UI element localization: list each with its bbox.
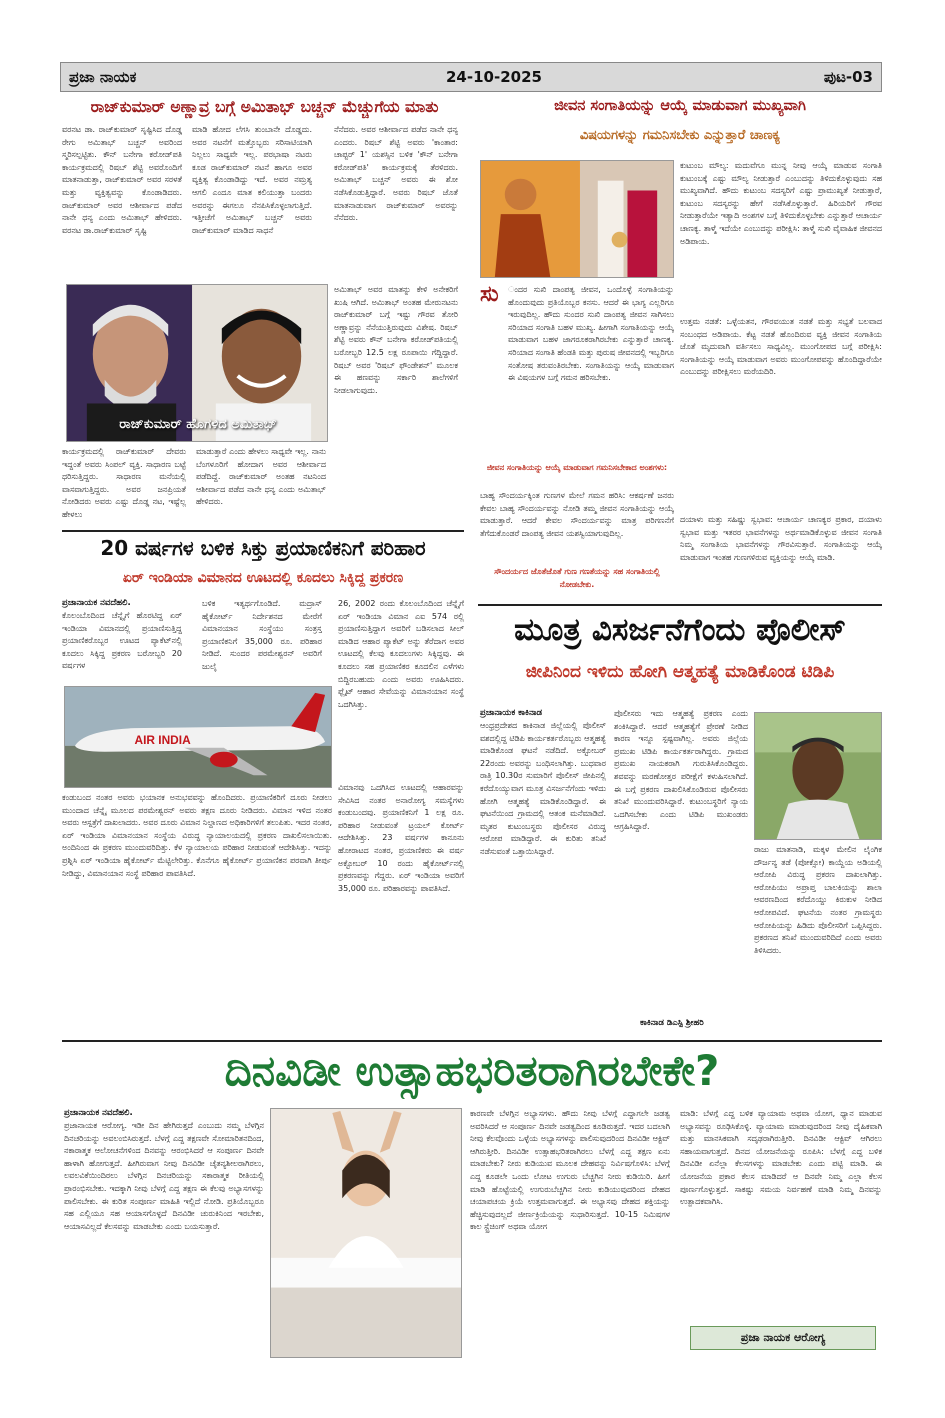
- article2-right-column: [680, 160, 882, 520]
- divider: [62, 530, 464, 532]
- article4-subheadline: ಜೀಪಿನಿಂದ ಇಳಿದು ಹೋಗಿ ಆತ್ಮಹತ್ಯೆ ಮಾಡಿಕೊಂಡ ಟಿಡಿಪಿ: [525, 662, 835, 682]
- victim-photo-art: [755, 713, 881, 839]
- article4-byline: ಪ್ರಜಾನಾಯಕ ಕಾಕಿನಾಡ: [480, 708, 543, 718]
- article2-col-right3: ದಯಾಳು ಮತ್ತು ಸಹಿಷ್ಣು ಸ್ವಭಾವ: ಆಚಾರ್ಯ ಚಾಣಕ್ಯರ ಪ್ರಕಾರ, ದಯಾಳು ಸ್ವಭಾವ ಮತ್ತು ಇತರರ ಭಾವನೆಗಳನ್ನು ಅರ್ಥಮಾಡಿಕೊಳ್ಳುವ ಜೀವನ ಸಂಗಾತಿ ನಿಮ್ಮ ಸಂಗಾತಿಯ ಭಾವನೆಗಳನ್ನು ಗೌರವಿಸುತ್ತಾರೆ. ಸಂಗಾತಿಯನ್ನು ಆಯ್ಕೆ ಮಾಡುವಾಗ ಇಂತಹ ಗುಣಗಳಿರುವ ವ್ಯಕ್ತಿಯನ್ನು ಆಯ್ಕೆ ಮಾಡಿ.: [680, 515, 882, 562]
- amitabh-rajkumar-photo: [66, 284, 328, 442]
- article2-col-left2: ಬಾಹ್ಯ ಸೌಂದರ್ಯಕ್ಕಿಂತ ಗುಣಗಳ ಮೇಲೆ ಗಮನ ಹರಿಸಿ: ಆಕರ್ಷಣೆ ಜನರು ಕೇವಲ ಬಾಹ್ಯ ಸೌಂದರ್ಯವನ್ನು ನೋಡಿ ತಮ್ಮ ಜೀವನ ಸಂಗಾತಿಯನ್ನು ಆಯ್ಕೆ ಮಾಡುತ್ತಾರೆ. ಆದರೆ ಕೇವಲ ಸೌಂದರ್ಯವನ್ನು ಮಾತ್ರ ಪರಿಗಣನೆಗೆ ತೆಗೆದುಕೊಂಡರೆ ದಾಂಪತ್ಯ ಜೀವನ ಯಶಸ್ವಿಯಾಗುವುದಿಲ್ಲ.: [480, 491, 674, 538]
- article1-col1b: ಕಾರ್ಯಕ್ರಮದಲ್ಲಿ ರಾಜ್‌ಕುಮಾರ್ ದೇವರು ಇದ್ದಂತೆ ಅವರು ಸಿಂಪಲ್ ವ್ಯಕ್ತಿ. ಸಾಧಾರಣ ಬಟ್ಟೆ ಧರಿಸುತ್ತಿದ್ದರು. ಸಾಧಾರಣ ಮನೆಯಲ್ಲಿ ವಾಸವಾಗುತ್ತಿದ್ದರು. ಅವರ ಜನಪ್ರಿಯತೆ ನೋಡಿದರು ಅವರು ಎಷ್ಟು ದೊಡ್ಡ ನಟ, ಇಷ್ಟೆಲ್ಲ ಹೇಳಲು: [62, 447, 186, 519]
- article5-col1: ಪ್ರಜಾನಾಯಕ ಆರೋಗ್ಯ. ಇಡೀ ದಿನ ಹೇಗಿರುತ್ತದೆ ಎಂಬುದು ನಮ್ಮ ಬೆಳಗ್ಗಿನ ದಿನಚರಿಯನ್ನು ಅವಲಂಬಿಸಿರುತ್ತದೆ. ಬೆಳಗ್ಗೆ ಎದ್ದ ತಕ್ಷಣವೇ ಸೋಮಾರಿತನದಿಂದ, ನಕಾರಾತ್ಮಕ ಆಲೋಚನೆಗಳಿಂದ ದಿನವನ್ನು ಆರಂಭಿಸಿದರೆ ಆ ಸಂಪೂರ್ಣ ದಿನವೇ ಹಾಳಾಗಿ ಹೋಗುತ್ತದೆ. ಹೀಗಿರುವಾಗ ನೀವು ದಿನವಿಡೀ ಚೈತನ್ಯಶೀಲರಾಗಿರಲು, ಲವಲವಿಕೆಯಿಂದಿರಲು ಬೆಳಗ್ಗಿನ ದಿನಚರಿಯನ್ನು ಸಕಾರಾತ್ಮಕ ರೀತಿಯಲ್ಲಿ ಪ್ರಾರಂಭಿಸಬೇಕು. ಇದಕ್ಕಾಗಿ ನೀವು ಬೆಳಗ್ಗೆ ಎದ್ದ ತಕ್ಷಣ ಈ ಕೆಲವು ಅಭ್ಯಾಸಗಳನ್ನು ಪಾಲಿಸಬೇಕು. ಈ ಕುರಿತ ಸಂಪೂರ್ಣ ಮಾಹಿತಿ ಇಲ್ಲಿದೆ ನೋಡಿ. ಪ್ರತಿಯೊಬ್ಬರೂ ಸಹ ಎಲ್ಲಿಯೂ ಸಹ ಆಯಾಸಗೊಳ್ಳದೆ ದಿನವಿಡೀ ಚುರುಕಿನಿಂದ ಇರಬೇಕು, ಆಯಾಸವಿಲ್ಲದೆ ಕೆಲಸವನ್ನು ಮಾಡಬೇಕು ಎಂದು ಬಯಸುತ್ತಾರೆ.: [64, 1121, 264, 1231]
- article2-col-left: ಂದರ ಸುಖಿ ದಾಂಪತ್ಯ ಜೀವನ, ಒಂದೊಳ್ಳೆ ಸಂಗಾತಿಯನ್ನು ಹೊಂದುವುದು ಪ್ರತಿಯೊಬ್ಬರ ಕನಸು. ಆದರೆ ಈ ಭಾಗ್ಯ ಎಲ್ಲರಿಗೂ ಇರುವುದಿಲ್ಲ. ಹೌದು ಸುಂದರ ಸುಖಿ ದಾಂಪತ್ಯ ಜೀವನ ಸಾಗಿಸಲು ಸರಿಯಾದ ಸಂಗಾತಿ ಬಹಳ ಮುಖ್ಯ. ಹೀಗಾಗಿ ಸಂಗಾತಿಯನ್ನು ಆಯ್ಕೆ ಮಾಡುವಾಗ ಬಹಳ ಜಾಗರೂಕರಾಗಿರಬೇಕು ಎನ್ನುತ್ತಾರೆ ಚಾಣಕ್ಯ. ಸರಿಯಾದ ಸಂಗಾತಿ ಹೆಂಡತಿ ಮತ್ತು ಪುರುಷ ಜೀವನದಲ್ಲಿ ಇಬ್ಬರಿಗೂ ಸಂತೋಷ ತರುವಂತಿರಬೇಕು. ಸಂಗಾತಿಯನ್ನು ಆಯ್ಕೆ ಮಾಡುವಾಗ ಈ ವಿಷಯಗಳ ಬಗ್ಗೆ ಗಮನ ಹರಿಸಬೇಕು.: [508, 285, 674, 383]
- article4-col2: ಪೊಲೀಸರು ಇದು ಆತ್ಮಹತ್ಯೆ ಪ್ರಕರಣ ಎಂದು ಶಂಕಿಸಿದ್ದಾರೆ. ಆದರೆ ಆತ್ಮಹತ್ಯೆಗೆ ಪ್ರೇರಣೆ ನೀಡಿದ ಕಾರಣ ಇನ್ನೂ ಸ್ಪಷ್ಟವಾಗಿಲ್ಲ. ಅವರು ಜಿಲ್ಲೆಯ ಪ್ರಮುಖ ಟಿಡಿಪಿ ಕಾರ್ಯಕರ್ತರಾಗಿದ್ದರು. ಗ್ರಾಮದ ಪ್ರಮುಖ ನಾಯಕರಾಗಿ ಗುರುತಿಸಿಕೊಂಡಿದ್ದರು. ಶವವನ್ನು ಮರಣೋತ್ತರ ಪರೀಕ್ಷೆಗೆ ಕಳುಹಿಸಲಾಗಿದೆ. ಈ ಬಗ್ಗೆ ಪ್ರಕರಣ ದಾಖಲಿಸಿಕೊಂಡಿರುವ ಪೊಲೀಸರು ತನಿಖೆ ಮುಂದುವರಿಸಿದ್ದಾರೆ. ಕುಟುಂಬಸ್ಥರಿಗೆ ನ್ಯಾಯ ಒದಗಿಸಬೇಕು ಎಂದು ಟಿಡಿಪಿ ಮುಖಂಡರು ಆಗ್ರಹಿಸಿದ್ದಾರೆ.: [614, 709, 748, 832]
- article1-col4: ಅಮಿತಾಭ್ ಅವರ ಮಾತನ್ನು ಕೇಳಿ ಅನೇಕರಿಗೆ ಖುಷಿ ಆಗಿದೆ. ಅಮಿತಾಭ್ ಅಂತಹ ಮೇರುನಟನು ರಾಜ್‌ಕುಮಾರ್ ಬಗ್ಗೆ ಇಷ್ಟು ಗೌರವ ತೋರಿ ಅಣ್ಣಾವ್ರನ್ನು ನೆನೆಯುತ್ತಿರುವುದು ವಿಶೇಷ. ರಿಷಬ್ ಶೆಟ್ಟಿ ಅವರು ಕೌನ್ ಬನೇಗಾ ಕರೋಡ್‌ಪತಿಯಲ್ಲಿ ಬರೋಬ್ಬರಿ 12.5 ಲಕ್ಷ ರೂಪಾಯಿ ಗೆದ್ದಿದ್ದಾರೆ. ರಿಷಬ್ ಅವರ 'ರಿಷಬ್ ಫೌಂಡೇಶನ್' ಮೂಲಕ ಈ ಹಣವನ್ನು ಸರ್ಕಾರಿ ಶಾಲೆಗಳಿಗೆ ನೀಡಲಾಗುವುದು.: [334, 285, 458, 395]
- article5-col3: ಮಾಡಿ: ಬೆಳಗ್ಗೆ ಎದ್ದ ಬಳಿಕ ವ್ಯಾಯಾಮ ಅಥವಾ ಯೋಗ, ಧ್ಯಾನ ಮಾಡುವ ಅಭ್ಯಾಸವನ್ನು ರೂಢಿಸಿಕೊಳ್ಳಿ. ವ್ಯಾಯಾಮ ಮಾಡುವುದರಿಂದ ನೀವು ದೈಹಿಕವಾಗಿ ಮತ್ತು ಮಾನಸಿಕವಾಗಿ ಸದೃಢರಾಗಿರುತ್ತೀರಿ. ದಿನವಿಡೀ ಆಕ್ಟಿವ್ ಆಗಿರಲು ಸಹಾಯವಾಗುತ್ತದೆ. ದಿನದ ಯೋಜನೆಯನ್ನು ರೂಪಿಸಿ: ಬೆಳಗ್ಗೆ ಎದ್ದ ಬಳಿಕ ದಿನವಿಡೀ ಏನೆಲ್ಲಾ ಕೆಲಸಗಳನ್ನು ಮಾಡಬೇಕು ಎಂದು ಪಟ್ಟಿ ಮಾಡಿ. ಈ ಯೋಜನೆಯ ಪ್ರಕಾರ ಕೆಲಸ ಮಾಡಿದರೆ ಆ ದಿನವೇ ನಿಮ್ಮ ಎಲ್ಲಾ ಕೆಲಸ ಪೂರ್ಣಗೊಳ್ಳುತ್ತದೆ. ಸಾಕಷ್ಟು ಸಮಯ ನಿರ್ವಹಣೆ ಮಾಡಿ ನಿಮ್ಮ ದಿನವನ್ನು ಉತ್ಪಾದಕವಾಗಿಸಿ.: [680, 1109, 882, 1207]
- article5-col2: ಕಾರಣವೇ ಬೆಳಗ್ಗಿನ ಅಭ್ಯಾಸಗಳು. ಹೌದು ನೀವು ಬೆಳಗ್ಗೆ ಎದ್ದಾಗಲೇ ಜಡತ್ವ ಅವರಿಸಿದರೆ ಆ ಸಂಪೂರ್ಣ ದಿನವೇ ಜಡತ್ವದಿಂದ ಕೂಡಿರುತ್ತದೆ. ಇದರ ಬದಲಾಗಿ ನೀವು ಕೆಲವೊಂದು ಒಳ್ಳೆಯ ಅಭ್ಯಾಸಗಳನ್ನು ಪಾಲಿಸುವುದರಿಂದ ದಿನವಿಡೀ ಆಕ್ಟಿವ್ ಆಗಿರುತ್ತೀರಿ. ದಿನವಿಡೀ ಉತ್ಸಾಹಭರಿತರಾಗಿರಲು ಬೆಳಗ್ಗೆ ಎದ್ದ ತಕ್ಷಣ ಏನು ಮಾಡಬೇಕು? ನೀರು ಕುಡಿಯುವ ಮೂಲಕ ದೇಹವನ್ನು ನಿರ್ವಿಷಗೊಳಿಸಿ: ಬೆಳಗ್ಗೆ ಎದ್ದ ಕೂಡಲೇ ಒಂದು ಲೋಟ ಉಗುರು ಬೆಚ್ಚಗಿನ ನೀರು ಕುಡಿಯಿರಿ. ಹೀಗೆ ಮಾಡಿ ಹೊಟ್ಟೆಯಲ್ಲಿ ಉಗುರುಬೆಚ್ಚಗಿನ ನೀರು ಕುಡಿಯುವುದರಿಂದ ದೇಹದ ಚಯಾಪಚಯ ಕ್ರಿಯೆ ಉತ್ತಮವಾಗುತ್ತದೆ. ಈ ಅಭ್ಯಾಸವು ದೇಹದ ಶಕ್ತಿಯನ್ನು ಹೆಚ್ಚಿಸುವುದಲ್ಲದೆ ಜೀರ್ಣಕ್ರಿಯೆಯನ್ನು ಸುಧಾರಿಸುತ್ತದೆ. 10-15 ನಿಮಿಷಗಳ ಕಾಲ ಸ್ಟ್ರೆಚಿಂಗ್ ಅಥವಾ ಯೋಗ: [470, 1109, 670, 1232]
- chanakya-wedding-art: [481, 161, 673, 277]
- article3-col1b: ಕಂಡುಬಂದ ನಂತರ ಅವರು ಭಯಾನಕ ಅನುಭವವನ್ನು ಹೊಂದಿದರು. ಪ್ರಯಾಣಿಕರಿಗೆ ದೂರು ನೀಡಲು ಮುಂದಾದ ಚೆನ್ನೈ ಮೂಲದ ಪರಮೇಶ್ವರನ್ ಅವರು ತಕ್ಷಣ ದೂರು ನೀಡಿದರು. ವಿಮಾನ ಇಳಿದ ನಂತರ ಅವರು ಆಸ್ಪತ್ರೆಗೆ ದಾಖಲಾದರು. ಅವರ ದೂರು ವಿಮಾನ ನಿಲ್ದಾಣದ ಅಧಿಕಾರಿಗಳಿಗೆ ತಲುಪಿತು. ಇದರ ನಂತರ, ಏರ್ ಇಂಡಿಯಾ ವಿಮಾನಯಾನ ಸಂಸ್ಥೆಯ ವಿರುದ್ಧ ನ್ಯಾಯಾಲಯದಲ್ಲಿ ಪ್ರಕರಣ ದಾಖಲಿಸಲಾಯಿತು. ಅಂದಿನಿಂದ ಈ ಪ್ರಕರಣ ಮುಂದುವರಿದಿತ್ತು. ಕೆಳ ನ್ಯಾಯಾಲಯ ಪರಿಹಾರ ನೀಡುವಂತೆ ಆದೇಶಿಸಿತ್ತು. ಇದನ್ನು ಪ್ರಶ್ನಿಸಿ ಏರ್ ಇಂಡಿಯಾ ಹೈಕೋರ್ಟ್ ಮೆಟ್ಟಿಲೇರಿತ್ತು. ಕೊನೆಗೂ ಹೈಕೋರ್ಟ್ ಪ್ರಯಾಣಿಕನ ಪರವಾಗಿ ತೀರ್ಪು ನೀಡಿದ್ದು, ವಿಮಾನಯಾನ ಸಂಸ್ಥೆ ಪರಿಹಾರ ಪಾವತಿಸಿದೆ.: [62, 793, 332, 878]
- article2-dropcap: ಸು: [480, 282, 499, 307]
- article1-headline: ರಾಜ್‌ಕುಮಾರ್ ಅಣ್ಣಾವ್ರ ಬಗ್ಗೆ ಅಮಿತಾಭ್ ಬಚ್ಚನ್ ಮೆಚ್ಚುಗೆಯ ಮಾತು: [90, 98, 439, 116]
- masthead: [60, 62, 882, 92]
- article1-col2: ಮಾಡಿ ಹೋದ ಲೆಗಸಿ ತುಂಬಾನೇ ದೊಡ್ಡದು. ಅವರ ನಟನೆಗೆ ಮತ್ತೊಬ್ಬರು ಸರಿಸಾಟಿಯಾಗಿ ನಿಲ್ಲಲು ಸಾಧ್ಯವೇ ಇಲ್ಲ. ಪರಭಾಷಾ ನಟರು ಕೂಡ ರಾಜ್‌ಕುಮಾರ್ ನಟನೆ ಹಾಗೂ ಅವರ ವ್ಯಕ್ತಿತ್ವ ಕೊಂಡಾಡಿದ್ದು ಇದೆ. ಅವರ ನಮ್ರತ್ಯ ಆಗಲಿ ಎಂದೂ ಮಾತ ಕಲಿಯುತ್ತಾ ಬಂದರು ಅವರನ್ನು ಈಗಲೂ ನೆನಪಿಸಿಕೊಳ್ಳಲಾಗುತ್ತಿದೆ. ಇತ್ತೀಚೆಗೆ ಅಮಿತಾಭ್ ಬಚ್ಚನ್ ಅವರು ರಾಜ್‌ಕುಮಾರ್ ಮಾಡಿದ ಸಾಧನೆ: [192, 125, 312, 235]
- health-section-label: ಪ್ರಜಾ ನಾಯಕ ಆರೋಗ್ಯ: [690, 1326, 876, 1350]
- article4-headline: ಮೂತ್ರ ವಿಸರ್ಜನೆಗೆಂದು ಪೊಲೀಸ್: [514, 612, 846, 648]
- article2-pullquote2: ಸೌಂದರ್ಯದ ಜೊತೆಜೊತೆ ಗುಣ ಗಣತೆಯನ್ನು ಸಹ ಸಂಗಾತಿಯಲ್ಲಿ ನೋಡಬೇಕು.: [494, 567, 660, 589]
- article1-col2b: ಮಾಡುತ್ತಾರೆ ಎಂದು ಹೇಳಲು ಸಾಧ್ಯವೇ ಇಲ್ಲ. ನಾನು ಬೆಂಗಳೂರಿಗೆ ಹೋದಾಗ ಅವರ ಆಶೀರ್ವಾದ ಪಡೆದಿದ್ದೆ. ರಾಜ್‌ಕುಮಾರ್ ಅಂತಹ ನಟನಿಂದ ಆಶೀರ್ವಾದ ಪಡೆದ ನಾನೇ ಧನ್ಯ ಎಂದು ಅಮಿತಾಭ್ ಹೇಳಿದರು.: [196, 447, 326, 507]
- divider: [478, 604, 882, 606]
- article2-pullquote: ಜೀವನ ಸಂಗಾತಿಯನ್ನು ಆಯ್ಕೆ ಮಾಡುವಾಗ ಗಮನಿಸಬೇಕಾದ ಅಂಶಗಳು:: [486, 463, 668, 472]
- article2-col-right: ಕುಟುಂಬ ಮೌಲ್ಯ: ಮದುವೆಗೂ ಮುನ್ನ ನೀವು ಆಯ್ಕೆ ಮಾಡುವ ಸಂಗಾತಿ ಕುಟುಂಬಕ್ಕೆ ಎಷ್ಟು ಮೌಲ್ಯ ನೀಡುತ್ತಾರೆ ಎಂಬುದನ್ನು ತಿಳಿದುಕೊಳ್ಳುವುದು ಸಹ ಮುಖ್ಯವಾಗಿದೆ. ಹೌದು ಕುಟುಂಬ ಸದಸ್ಯರಿಗೆ ಎಷ್ಟು ಪ್ರಾಮುಖ್ಯತೆ ನೀಡುತ್ತಾರೆ, ಕುಟುಂಬ ಸದಸ್ಯರನ್ನು ಹೇಗೆ ನಡೆಸಿಕೊಳ್ಳುತ್ತಾರೆ. ಹಿರಿಯರಿಗೆ ಗೌರವ ನೀಡುತ್ತಾರೆಯೇ ಇತ್ಯಾದಿ ಅಂಶಗಳ ಬಗ್ಗೆ ತಿಳಿದುಕೊಳ್ಳಬೇಕು ಎನ್ನುತ್ತಾರೆ ಆಚಾರ್ಯ ಚಾಣಕ್ಯ. ತಾಳ್ಮೆ ಇದೆಯೇ ಎಂಬುದನ್ನು ಪರೀಕ್ಷಿಸಿ: ತಾಳ್ಮೆ ಸುಖಿ ವೈವಾಹಿಕ ಜೀವನದ ಅಡಿಪಾಯ.: [680, 161, 882, 246]
- article3-col3b: ವಿಮಾನವು ಒದಗಿಸಿದ ಊಟದಲ್ಲಿ ಆಹಾರವನ್ನು ಸೇವಿಸಿದ ನಂತರ ಅನಾರೋಗ್ಯ ಸಮಸ್ಯೆಗಳು ಕಂಡುಬಂದವು. ಪ್ರಯಾಣಿಕನಿಗೆ 1 ಲಕ್ಷ ರೂ. ಪರಿಹಾರ ನೀಡುವಂತೆ ಟ್ರಯಲ್ ಕೋರ್ಟ್ ಆದೇಶಿಸಿತ್ತು. 23 ವರ್ಷಗಳ ಕಾನೂನು ಹೋರಾಟದ ನಂತರ, ಪ್ರಯಾಣಿಕರು ಈ ವರ್ಷ ಅಕ್ಟೋಬರ್ 10 ರಂದು ಹೈಕೋರ್ಟ್‌ನಲ್ಲಿ ಪ್ರಕರಣವನ್ನು ಗೆದ್ದರು. ಏರ್ ಇಂಡಿಯಾ ಅವರಿಗೆ 35,000 ರೂ. ಪರಿಹಾರವನ್ನು ಪಾವತಿಸಿದೆ.: [338, 783, 464, 893]
- article2-subheadline: ವಿಷಯಗಳನ್ನು ಗಮನಿಸಬೇಕು ಎನ್ನುತ್ತಾರೆ ಚಾಣಕ್ಯ: [579, 128, 781, 143]
- article4-col3: ರಾಜು ಮಾತನಾಡಿ, ಮಕ್ಕಳ ಮೇಲಿನ ಲೈಂಗಿಕ ದೌರ್ಜನ್ಯ ತಡೆ (ಪೋಕ್ಸೋ) ಕಾಯ್ದೆಯ ಅಡಿಯಲ್ಲಿ ಆರೋಪಿ ವಿರುದ್ಧ ಪ್ರಕರಣ ದಾಖಲಾಗಿತ್ತು. ಆರೋಪಿಯು ಅಪ್ರಾಪ್ತ ಬಾಲಕಿಯನ್ನು ಶಾಲಾ ಆವರಣದಿಂದ ಕರೆದೊಯ್ದು ಕಿರುಕುಳ ನೀಡಿದ ಆರೋಪವಿದೆ. ಘಟನೆಯ ನಂತರ ಗ್ರಾಮಸ್ಥರು ಆರೋಪಿಯನ್ನು ಹಿಡಿದು ಪೊಲೀಸರಿಗೆ ಒಪ್ಪಿಸಿದ್ದರು. ಪ್ರಕರಣದ ತನಿಖೆ ಮುಂದುವರಿದಿದೆ ಎಂದು ಅವರು ತಿಳಿಸಿದರು.: [754, 845, 882, 955]
- article5-byline: ಪ್ರಜಾನಾಯಕ ನವದೆಹಲಿ.: [64, 1108, 133, 1118]
- svg-text:AIR INDIA: AIR INDIA: [134, 732, 191, 747]
- article3-col3: 26, 2002 ರಂದು ಕೊಲಂಬೊದಿಂದ ಚೆನ್ನೈಗೆ ಏರ್ ಇಂಡಿಯಾ ವಿಮಾನ ಎಐ 574 ರಲ್ಲಿ ಪ್ರಯಾಣಿಸುತ್ತಿದ್ದಾಗ ಅವರಿಗೆ ಬಡಿಸಲಾದ ಸೀಲ್ ಮಾಡಿದ ಆಹಾರ ಪ್ಯಾಕೆಟ್ ಅನ್ನು ತೆರೆದಾಗ ಅವರ ಊಟದಲ್ಲಿ ಕೆಲವು ಕೂದಲುಗಳು ಸಿಕ್ಕಿದ್ದವು. ಈ ಕೂದಲು ಸಹ ಪ್ರಯಾಣಿಕರ ಕೂದಲಿನ ಎಳೆಗಳು ಬಿದ್ದಿರಬಹುದು ಎಂದು ಅವರು ಊಹಿಸಿದರು. ಫ್ಲೈಟ್ ಆಹಾರ ಸೇವೆಯನ್ನು ವಿಮಾನಯಾನ ಸಂಸ್ಥೆ ಒದಗಿಸಿತ್ತು.: [338, 599, 464, 709]
- article2-col-right2: ಉತ್ತಮ ನಡತೆ: ಒಳ್ಳೆಯತನ, ಗೌರವಯುತ ನಡತೆ ಮತ್ತು ಸಭ್ಯತೆ ಬಲವಾದ ಸಂಬಂಧದ ಅಡಿಪಾಯ. ಕೆಟ್ಟ ನಡತೆ ಹೊಂದಿರುವ ವ್ಯಕ್ತಿ ಜೀವನ ಸಂಗಾತಿಯ ಜೊತೆ ಮೃದುವಾಗಿ ವರ್ತಿಸಲು ಸಾಧ್ಯವಿಲ್ಲ. ಮುಂಗೋಪದ ಬಗ್ಗೆ ಪರೀಕ್ಷಿಸಿ: ಸಂಗಾತಿಯನ್ನು ಆಯ್ಕೆ ಮಾಡುವಾಗ ಅವರು ಮುಂಗೋಪವನ್ನು ಹೊಂದಿದ್ದಾರೆಯೇ ಎಂಬುದನ್ನು ಪರೀಕ್ಷಿಸಲು ಮರೆಯದಿರಿ.: [680, 317, 882, 377]
- air-india-plane-photo: [64, 686, 332, 788]
- issue-date: 24-10-2025: [446, 68, 542, 86]
- article1-col3: ನೆನೆದರು. ಅವರ ಆಶೀರ್ವಾದ ಪಡೆದ ನಾನೇ ಧನ್ಯ ಎಂದರು. ರಿಷಬ್ ಶೆಟ್ಟಿ ಅವರು 'ಕಾಂತಾರ: ಚಾಪ್ಟರ್ 1' ಯಶಸ್ಸಿನ ಬಳಿಕ 'ಕೌನ್ ಬನೇಗಾ ಕರೋಡ್‌ಪತಿ' ಕಾರ್ಯಕ್ರಮಕ್ಕೆ ತೆರಳಿದರು. ಅಮಿತಾಭ್ ಬಚ್ಚನ್ ಅವರು ಈ ಶೋ ನಡೆಸಿಕೊಡುತ್ತಿದ್ದಾರೆ. ಅವರು ರಿಷಬ್ ಜೊತೆ ಮಾತನಾಡುವಾಗ ರಾಜ್‌ಕುಮಾರ್ ಅವರನ್ನು ನೆನೆದರು.: [334, 125, 458, 223]
- photo-caption: ರಾಜ್‌ಕುಮಾರ್ ಹೊಗಳಿದ ಅಮಿತಾಭ್: [119, 417, 277, 432]
- article1-col1: ವರನಟ ಡಾ. ರಾಜ್‌ಕುಮಾರ್ ಸೃಷ್ಟಿಸಿದ ದೊಡ್ಡ ರೇಗು ಅಮಿತಾಭ್ ಬಚ್ಚನ್ ಅವರಿಂದ ಸ್ಮರಿಸಲ್ಪಟ್ಟಿತು. ಕೌನ್ ಬನೇಗಾ ಕರೋಡ್‌ಪತಿ ಕಾರ್ಯಕ್ರಮದಲ್ಲಿ ರಿಷಬ್ ಶೆಟ್ಟಿ ಅವರೊಂದಿಗೆ ಮಾತನಾಡುತ್ತಾ, ರಾಜ್‌ಕುಮಾರ್ ಅವರ ಸರಳತೆ ಮತ್ತು ವ್ಯಕ್ತಿತ್ವವನ್ನು ಕೊಂಡಾಡಿದರು. ರಾಜ್‌ಕುಮಾರ್ ಅವರ ಆಶೀರ್ವಾದ ಪಡೆದ ನಾನೇ ಧನ್ಯ ಎಂದು ಅಮಿತಾಭ್ ಹೇಳಿದರು. ವರನಟ ಡಾ.ರಾಜ್‌ಕುಮಾರ್ ಸೃಷ್ಟಿ: [62, 125, 182, 235]
- divider: [62, 1040, 882, 1042]
- paper-name: ಪ್ರಜಾ ನಾಯಕ: [69, 68, 137, 86]
- page-number: ಪುಟ-03: [823, 68, 873, 86]
- morning-stretch-photo: [270, 1108, 462, 1358]
- air-india-plane-art: [65, 687, 331, 787]
- article3-col2: ಬಳಿಕ ಇತ್ಯರ್ಥಗೊಂಡಿದೆ. ಮದ್ರಾಸ್ ಹೈಕೋರ್ಟ್ ನಿರ್ದೇಶನದ ಮೇರೆಗೆ ವಿಮಾನಯಾನ ಸಂಸ್ಥೆಯು ಸಂತ್ರಸ್ತ ಪ್ರಯಾಣಿಕನಿಗೆ 35,000 ರೂ. ಪರಿಹಾರ ನೀಡಿದೆ. ಸುಂದರ ಪರಮೇಶ್ವರನ್ ಅವರಿಗೆ ಜುಲೈ: [202, 599, 322, 671]
- morning-stretch-art: [271, 1109, 461, 1357]
- article4-signoff: ಕಾಕಿನಾಡ ಡಿಎಸ್ಪಿ ಶ್ರೀಹರಿ: [640, 1018, 704, 1028]
- chanakya-wedding-photo: [480, 160, 674, 278]
- article3-byline: ಪ್ರಜಾನಾಯಕ ನವದೆಹಲಿ.: [62, 598, 131, 608]
- article4-col1: ಆಂಧ್ರಪ್ರದೇಶದ ಕಾಕಿನಾಡ ಜಿಲ್ಲೆಯಲ್ಲಿ ಪೊಲೀಸ್ ವಶದಲ್ಲಿದ್ದ ಟಿಡಿಪಿ ಕಾರ್ಯಕರ್ತರೊಬ್ಬರು ಆತ್ಮಹತ್ಯೆ ಮಾಡಿಕೊಂಡ ಘಟನೆ ನಡೆದಿದೆ. ಅಕ್ಟೋಬರ್ 22ರಂದು ಅವರನ್ನು ಬಂಧಿಸಲಾಗಿತ್ತು. ಬುಧವಾರ ರಾತ್ರಿ 10.30ರ ಸುಮಾರಿಗೆ ಪೊಲೀಸ್ ಜೀಪಿನಲ್ಲಿ ಕರೆದೊಯ್ಯುವಾಗ ಮೂತ್ರ ವಿಸರ್ಜನೆಗೆಂದು ಇಳಿದು ಹೋಗಿ ಆತ್ಮಹತ್ಯೆ ಮಾಡಿಕೊಂಡಿದ್ದಾರೆ. ಈ ಘಟನೆಯಿಂದ ಗ್ರಾಮದಲ್ಲಿ ಆತಂಕ ಮನೆಮಾಡಿದೆ. ಮೃತರ ಕುಟುಂಬಸ್ಥರು ಪೊಲೀಸರ ವಿರುದ್ಧ ಆರೋಪ ಮಾಡಿದ್ದಾರೆ. ಈ ಕುರಿತು ತನಿಖೆ ನಡೆಸುವಂತೆ ಒತ್ತಾಯಿಸಿದ್ದಾರೆ.: [480, 721, 606, 856]
- article5-headline: ದಿನವಿಡೀ ಉತ್ಸಾಹಭರಿತರಾಗಿರಬೇಕೇ?: [224, 1046, 720, 1095]
- article2-headline: ಜೀವನ ಸಂಗಾತಿಯನ್ನು ಆಯ್ಕೆ ಮಾಡುವಾಗ ಮುಖ್ಯವಾಗಿ: [554, 98, 806, 114]
- article3-headline: 20 ವರ್ಷಗಳ ಬಳಿಕ ಸಿಕ್ತು ಪ್ರಯಾಣಿಕನಿಗೆ ಪರಿಹಾರ: [100, 536, 426, 560]
- victim-photo: [754, 712, 882, 840]
- article3-subheadline: ಏರ್ ಇಂಡಿಯಾ ವಿಮಾನದ ಊಟದಲ್ಲಿ ಕೂದಲು ಸಿಕ್ಕಿದ್ದ ಪ್ರಕರಣ: [122, 570, 404, 586]
- article3-col1: ಕೊಲಂಬೊದಿಂದ ಚೆನ್ನೈಗೆ ಹೊರಟಿದ್ದ ಏರ್ ಇಂಡಿಯಾ ವಿಮಾನದಲ್ಲಿ ಪ್ರಯಾಣಿಸುತ್ತಿದ್ದ ಪ್ರಯಾಣಿಕರೊಬ್ಬರ ಊಟದ ಪ್ಯಾಕೆಟ್‌ನಲ್ಲಿ ಕೂದಲು ಸಿಕ್ಕಿದ್ದ ಪ್ರಕರಣ ಬರೋಬ್ಬರಿ 20 ವರ್ಷಗಳ: [62, 611, 182, 671]
